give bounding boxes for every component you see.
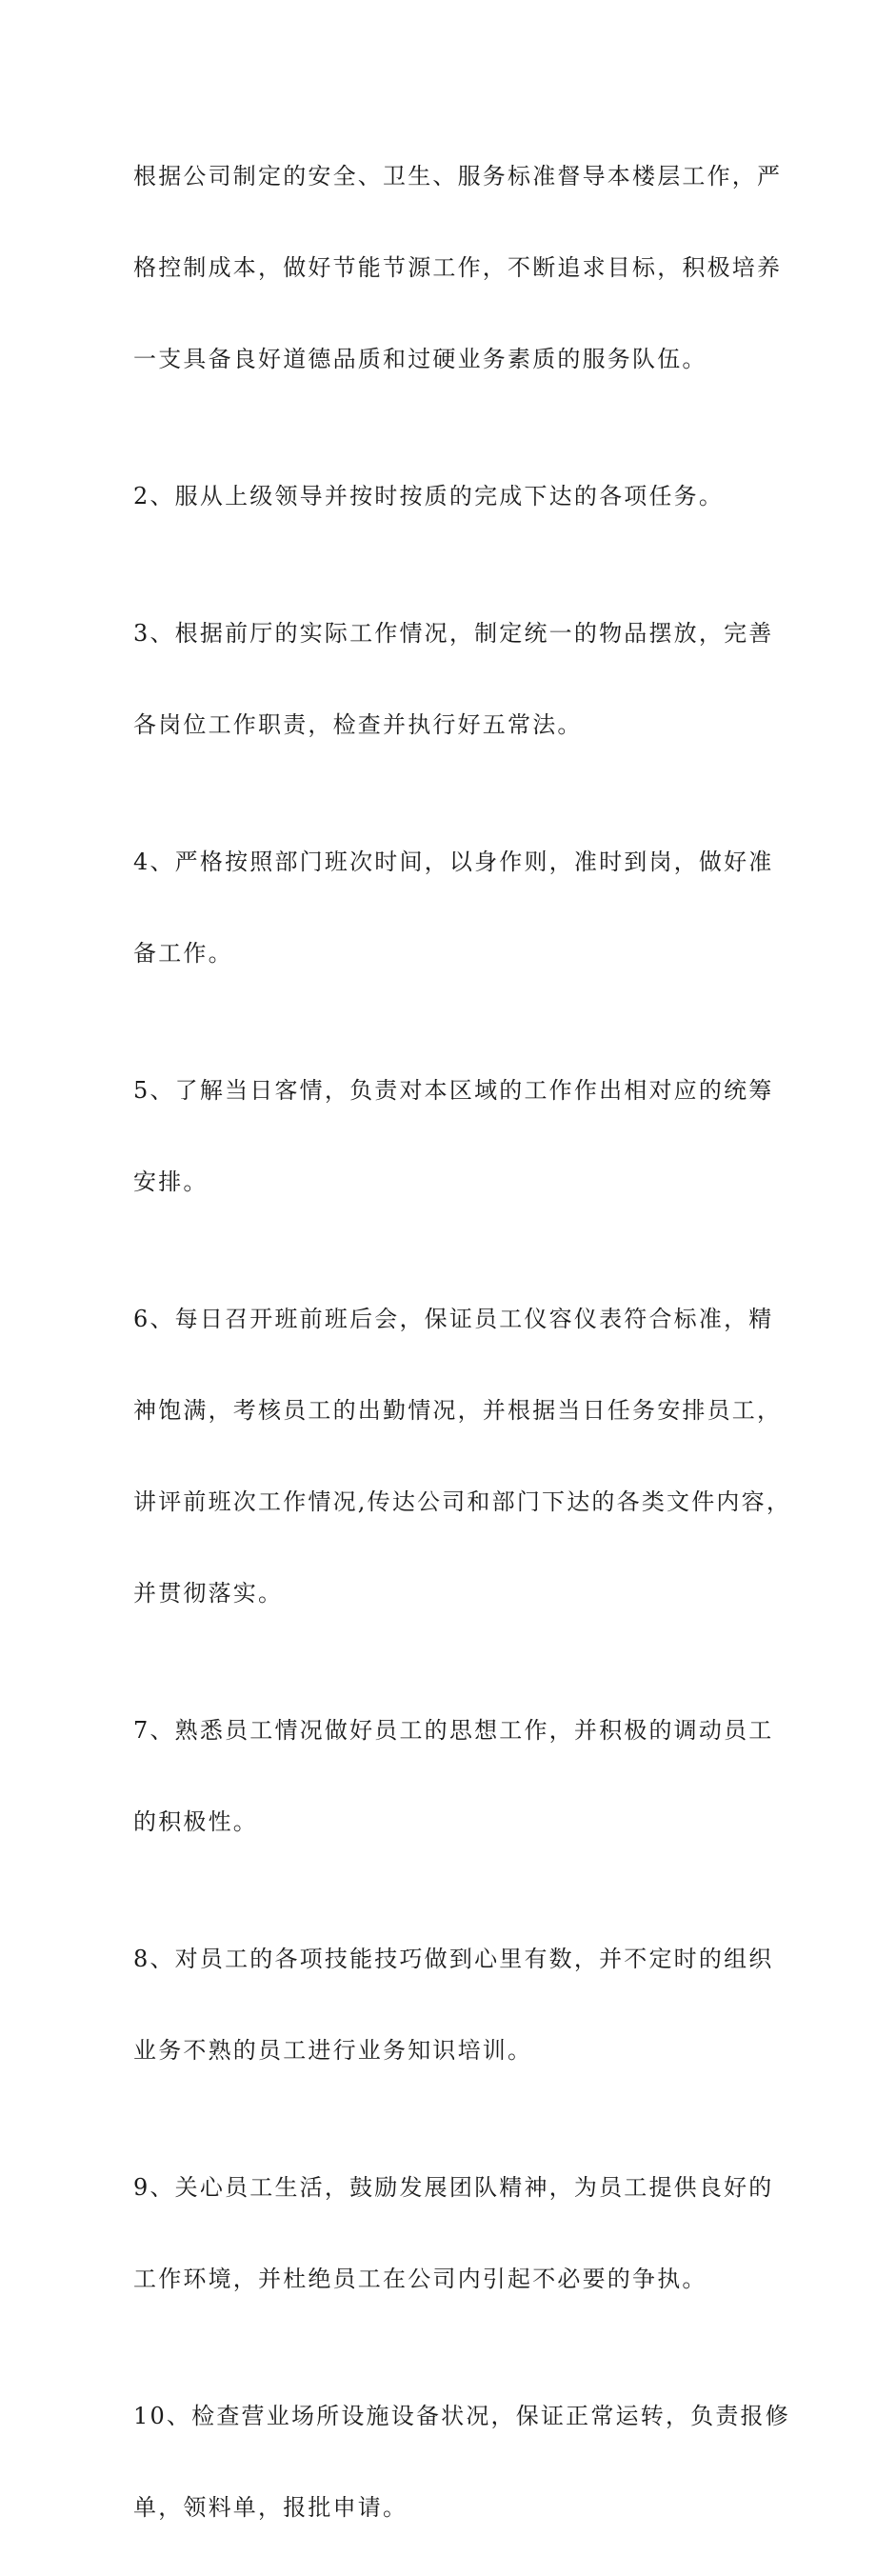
paragraph-intro <box>133 108 783 428</box>
text-line: 工作环境，并杜绝员工在公司内引起不必要的争执。 <box>133 2266 707 2292</box>
text-line: 7、熟悉员工情况做好员工的思想工作，并积极的调动员工 <box>133 1717 774 1744</box>
text-line: 并贯彻落实。 <box>133 1580 284 1607</box>
text-line: 讲评前班次工作情况,传达公司和部门下达的各类文件内容， <box>133 1488 792 1515</box>
paragraph-item-5 <box>133 1022 774 1250</box>
paragraph-item-9 <box>133 2119 774 2347</box>
text-line: 格控制成本，做好节能节源工作，不断追求目标，积极培养 <box>133 254 783 281</box>
text-line: 4、严格按照部门班次时间，以身作则，准时到岗，做好准 <box>133 849 774 875</box>
text-line: 业务不熟的员工进行业务知识培训。 <box>133 2037 533 2064</box>
text-line: 备工作。 <box>133 940 233 967</box>
paragraph-item-2 <box>133 428 762 565</box>
text-line: 一支具备良好道德品质和过硬业务素质的服务队伍。 <box>133 346 707 372</box>
text-line: 10、检查营业场所设施设备状况，保证正常运转，负责报修 <box>133 2403 790 2429</box>
paragraph-item-8 <box>133 1890 774 2119</box>
text-line: 3、根据前厅的实际工作情况，制定统一的物品摆放，完善 <box>133 620 774 647</box>
paragraph-item-3 <box>133 565 774 793</box>
paragraph-item-4 <box>133 793 774 1022</box>
text-line: 根据公司制定的安全、卫生、服务标准督导本楼层工作，严 <box>133 163 783 190</box>
text-line: 2、服从上级领导并按时按质的完成下达的各项任务。 <box>133 483 725 509</box>
document-body <box>133 108 792 2576</box>
paragraph-item-6 <box>133 1250 792 1662</box>
text-line: 神饱满，考核员工的出勤情况，并根据当日任务安排员工， <box>133 1397 783 1424</box>
text-line: 的积极性。 <box>133 1808 258 1835</box>
text-line: 9、关心员工生活，鼓励发展团队精神，为员工提供良好的 <box>133 2174 774 2201</box>
text-line: 8、对员工的各项技能技巧做到心里有数，并不定时的组织 <box>133 1946 774 1972</box>
text-line: 6、每日召开班前班后会，保证员工仪容仪表符合标准，精 <box>133 1306 774 1332</box>
text-line: 5、了解当日客情，负责对本区域的工作作出相对应的统筹 <box>133 1077 774 1104</box>
text-line: 各岗位工作职责，检查并执行好五常法。 <box>133 711 583 738</box>
text-line: 单，领料单，报批申请。 <box>133 2494 408 2521</box>
paragraph-item-10 <box>133 2347 790 2576</box>
paragraph-item-7 <box>133 1662 774 1890</box>
text-line: 安排。 <box>133 1168 209 1195</box>
